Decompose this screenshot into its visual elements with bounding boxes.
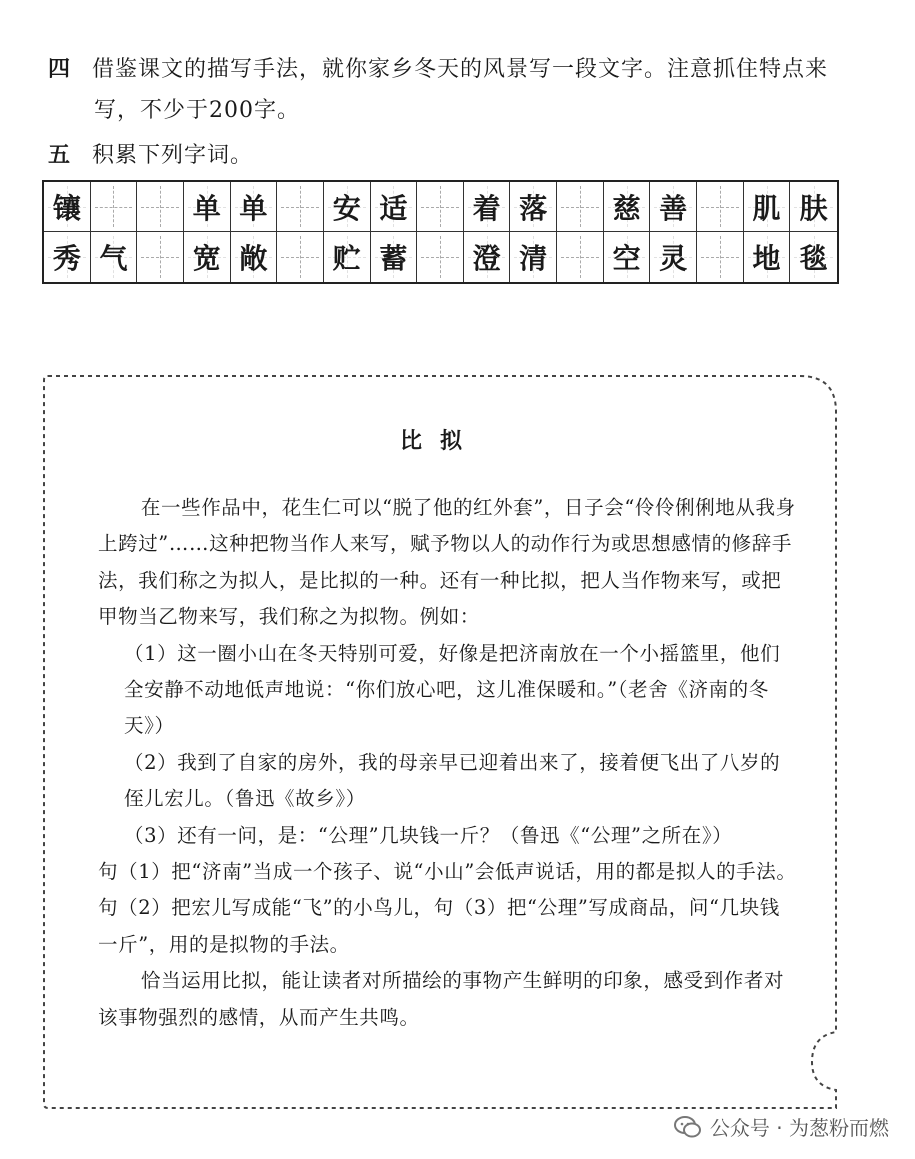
box-title: 比拟 (399, 429, 480, 454)
grid-char: 肤 (799, 191, 828, 225)
question-4-line2: 写，不少于200字。 (94, 98, 300, 123)
grid-cell (510, 182, 557, 232)
paragraph-analysis: 句（1）把“济南”当成一个孩子、说“小山”会低声说话，用的都是拟人的手法。句（2）把宏儿写成能“飞”的小鸟儿，句（3）把“公理”写成商品，问“几块钱一斤”，用的是拟物的手法。 (98, 860, 797, 956)
grid-char: 慈 (612, 191, 641, 225)
grid-char: 地 (752, 242, 781, 275)
grid-cell (44, 232, 91, 282)
grid-char: 澄 (472, 242, 501, 275)
wechat-icon (674, 1115, 702, 1139)
example-3: （3）还有一问，是：“公理”几块钱一斤？（鲁迅《“公理”之所在》） (124, 823, 733, 847)
question-5 (48, 138, 253, 173)
character-grid (42, 180, 839, 284)
grid-cell (604, 182, 651, 232)
grid-char: 肌 (752, 191, 781, 225)
grid-cell (744, 232, 791, 282)
question-5-number: 五 (48, 142, 72, 168)
paragraph-intro: 在一些作品中，花生仁可以“脱了他的红外套”，日子会“伶伶俐俐地从我身上跨过”……这种把物当作人来写，赋予物以人的动作行为或思想感情的修辞手法，我们称之为拟人，是比拟的一种。还有一种比拟，把人当作物来写，或把甲物当乙物来写，我们称之为拟物。例如： (98, 496, 796, 629)
grid-cell (91, 182, 138, 232)
question-5-text: 积累下列字词。 (92, 143, 254, 168)
grid-char: 善 (659, 191, 688, 225)
grid-char: 贮 (332, 242, 361, 275)
grid-cell (231, 232, 278, 282)
example-2: （2）我到了自家的房外，我的母亲早已迎着出来了，接着便飞出了八岁的侄儿宏儿。（鲁迅《故乡》） (124, 750, 781, 811)
watermark-text: 公众号 · 为葱粉而燃 (709, 1116, 889, 1140)
grid-cell (557, 182, 604, 232)
grid-cell (277, 182, 324, 232)
grid-cell (790, 232, 837, 282)
grid-cell (697, 232, 744, 282)
grid-cell (277, 232, 324, 282)
grid-cell (697, 182, 744, 232)
grid-cell (790, 182, 837, 232)
grid-cell (324, 232, 371, 282)
grid-cell (744, 182, 791, 232)
grid-cell (650, 232, 697, 282)
grid-cell (650, 182, 697, 232)
grid-cell (44, 182, 91, 232)
question-4-number: 四 (48, 56, 72, 82)
grid-cell (231, 182, 278, 232)
box-body (98, 490, 798, 1036)
info-box (40, 372, 840, 1112)
grid-cell (604, 232, 651, 282)
question-4-line1 (48, 52, 828, 87)
grid-char: 落 (519, 191, 548, 225)
grid-char: 清 (519, 242, 548, 275)
grid-cell (464, 182, 511, 232)
grid-cell (184, 232, 231, 282)
grid-cell (417, 182, 464, 232)
grid-cell (91, 232, 138, 282)
grid-cell (464, 232, 511, 282)
grid-cell (417, 232, 464, 282)
grid-cell (137, 182, 184, 232)
grid-cell (184, 182, 231, 232)
grid-char: 灵 (659, 242, 688, 275)
grid-cell (371, 232, 418, 282)
grid-char: 单 (239, 191, 268, 225)
grid-char: 安 (332, 191, 361, 225)
grid-char: 单 (192, 191, 221, 225)
grid-cell (371, 182, 418, 232)
grid-cell (557, 232, 604, 282)
grid-char: 气 (99, 242, 128, 275)
grid-char: 适 (379, 191, 408, 225)
paragraph-conclusion: 恰当运用比拟，能让读者对所描绘的事物产生鲜明的印象，感受到作者对该事物强烈的感情，从而产生共鸣。 (98, 969, 785, 1029)
grid-char: 敞 (239, 242, 268, 275)
grid-char: 宽 (192, 242, 221, 275)
grid-char: 秀 (52, 242, 81, 275)
grid-cell (510, 232, 557, 282)
watermark (674, 1112, 889, 1141)
example-1: （1）这一圈小山在冬天特别可爱，好像是把济南放在一个小摇篮里，他们全安静不动地低声地说：“你们放心吧，这儿准保暖和。”（老舍《济南的冬天》） (124, 641, 781, 738)
grid-char: 镶 (52, 191, 81, 225)
question-4-text: 借鉴课文的描写手法，就你家乡冬天的风景写一段文字。注意抓住特点来 (92, 57, 829, 82)
grid-char: 毯 (799, 242, 828, 275)
grid-char: 蓄 (379, 242, 408, 275)
grid-char: 着 (472, 191, 501, 225)
grid-cell (324, 182, 371, 232)
grid-char: 空 (612, 242, 641, 275)
grid-cell (137, 232, 184, 282)
